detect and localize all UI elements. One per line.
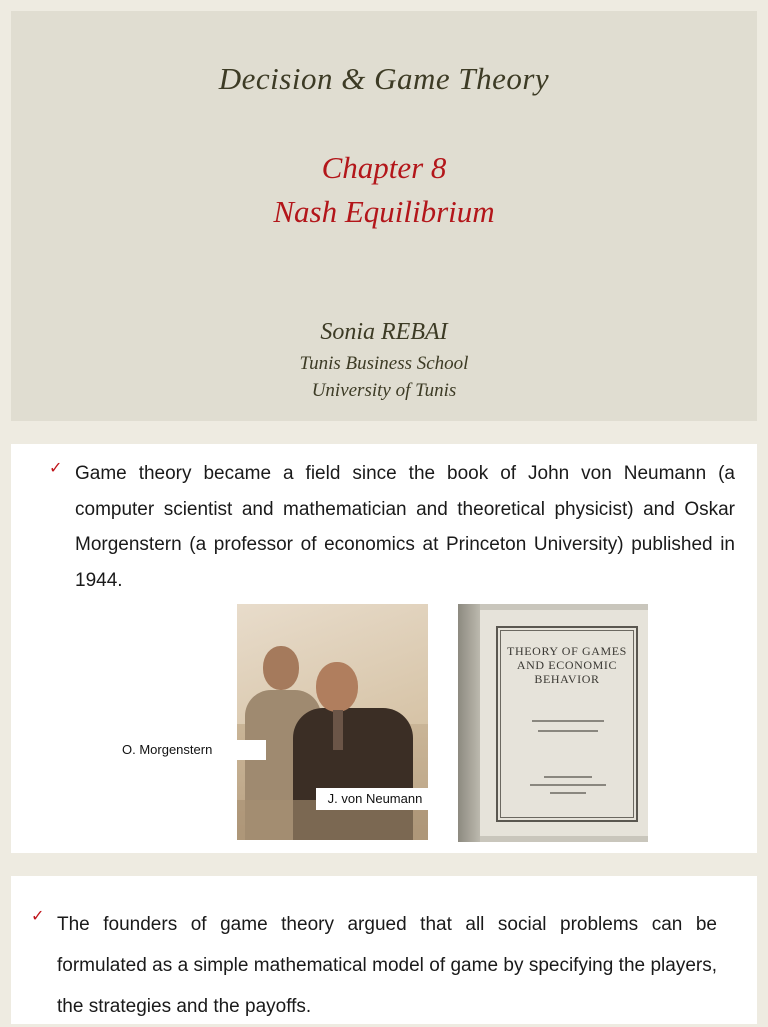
book-cover-image [458,604,648,842]
bullet-text: Game theory became a field since the book of John von Neumann (a computer scientist and mathematician and theoretical physicist) and Oskar Morgenstern (a professor of economics at Princeton University) published in 1944. [75,463,735,591]
founders-slide [11,876,757,1024]
course-title: Decision & Game Theory [218,61,550,96]
author-name: Sonia REBAI [320,319,448,345]
bullet-item [49,456,735,598]
university-name: University of Tunis [311,380,457,401]
bullet-text: The founders of game theory argued that all social problems can be formulated as a simple mathematical model of game by specifying the players, the strategies and the payoffs. [57,914,717,1017]
checkmark-icon: ✓ [49,458,63,477]
school-name: Tunis Business School [299,353,469,374]
photo-label-morgenstern: O. Morgenstern [106,740,266,760]
chapter-number: Chapter 8 [321,150,447,185]
checkmark-icon: ✓ [31,906,45,925]
chapter-title: Nash Equilibrium [273,194,495,229]
title-slide [11,11,757,421]
bullet-item [31,904,717,1027]
history-slide [11,444,757,853]
book-cover-title: THEORY OF GAMES AND ECONOMIC BEHAVIOR [507,644,627,686]
photo-label-von-neumann: J. von Neumann [316,788,434,810]
